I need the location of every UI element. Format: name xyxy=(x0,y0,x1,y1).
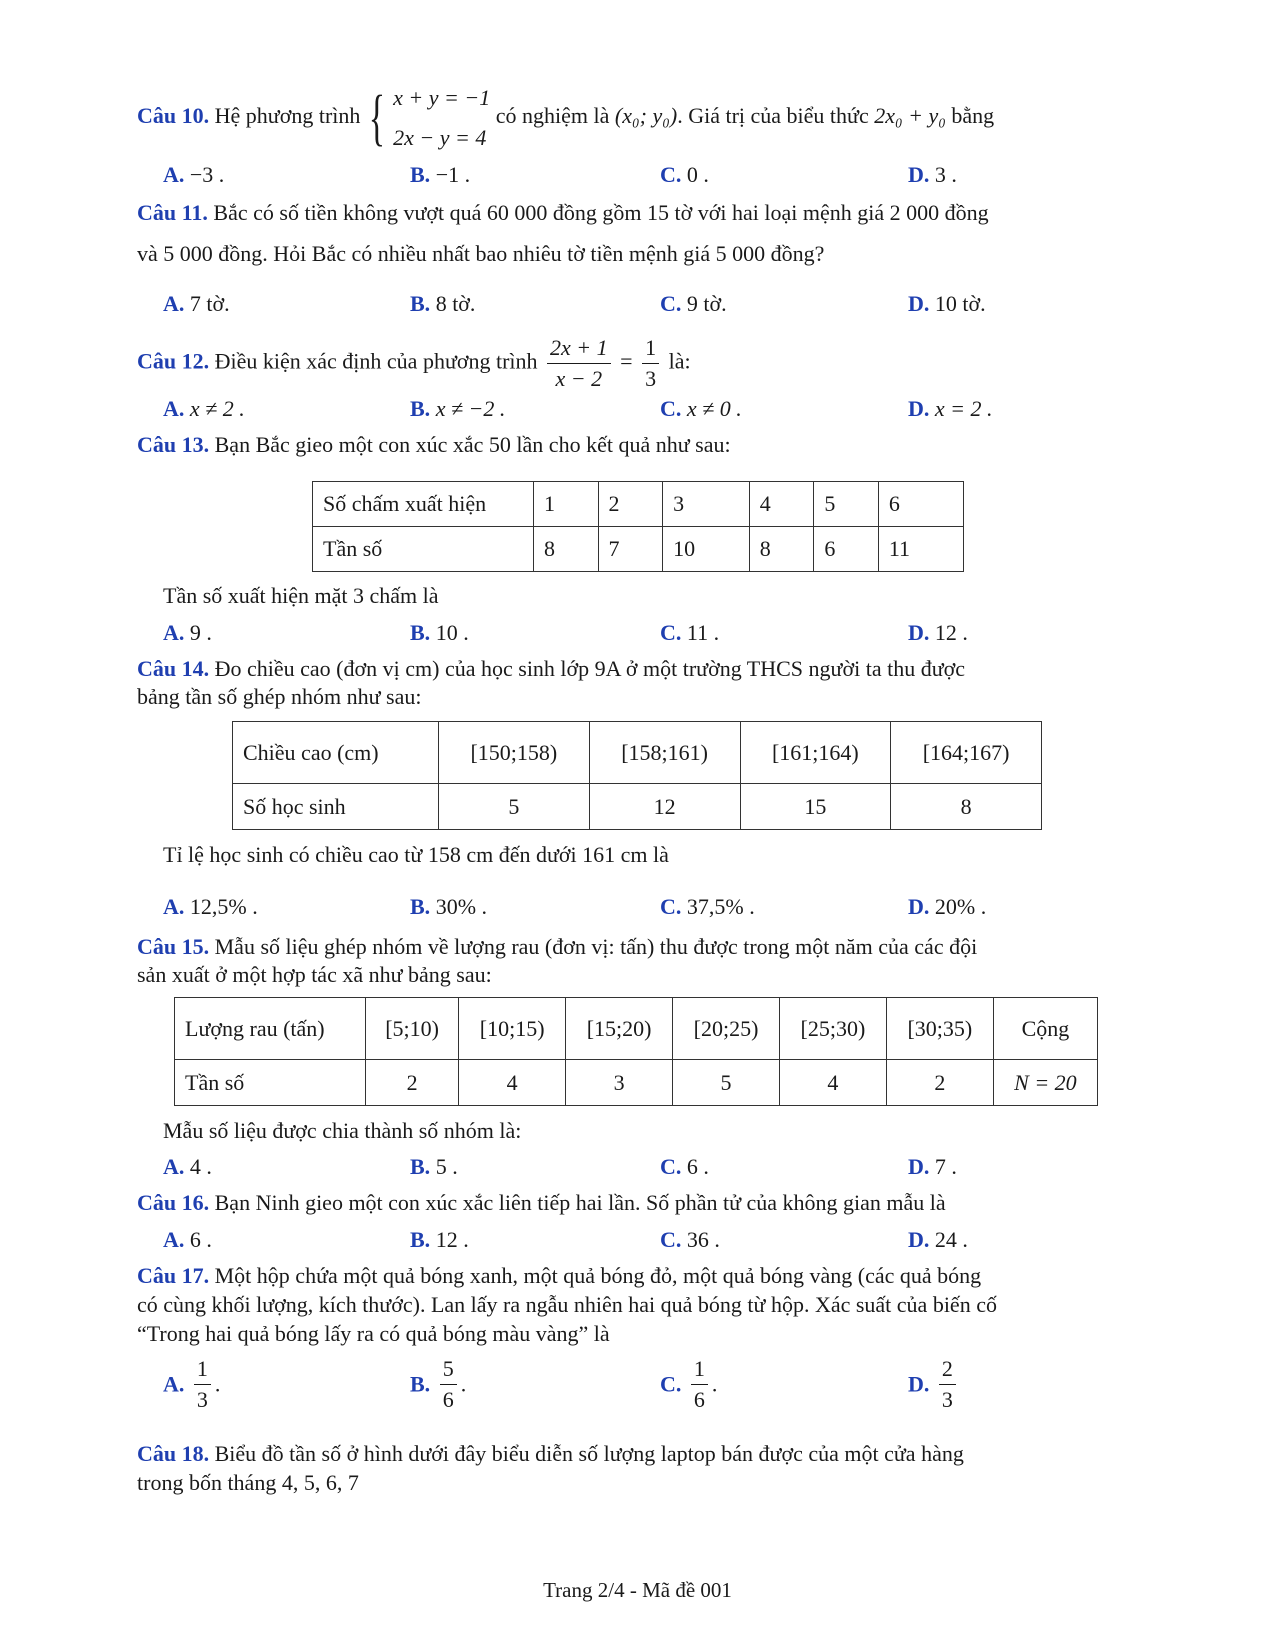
option-b[interactable] xyxy=(410,894,487,920)
table-cell: [10;15) xyxy=(459,998,566,1060)
table-cell: 7 xyxy=(598,527,663,572)
question-15 xyxy=(137,934,977,960)
question-text: Bạn Ninh gieo một con xúc xắc liên tiếp hai lần. Số phần tử của không gian mẫu là xyxy=(214,1190,946,1215)
fraction xyxy=(547,333,611,394)
question-12 xyxy=(137,333,691,394)
question-text: có nghiệm là xyxy=(495,103,610,129)
option-value: x ≠ 2 . xyxy=(189,396,245,421)
option-label: A. xyxy=(163,620,185,645)
option-d[interactable] xyxy=(908,894,986,920)
option-value: 8 tờ. xyxy=(435,291,476,316)
option-label: C. xyxy=(660,1227,682,1252)
equation-1: x + y = −1 xyxy=(393,85,491,110)
option-value: 0 . xyxy=(686,162,709,187)
option-value: 12 . xyxy=(934,620,968,645)
question-text: Bạn Bắc gieo một con xúc xắc 50 lần cho kết quả như sau: xyxy=(214,432,731,457)
question-13 xyxy=(137,432,731,458)
option-d[interactable] xyxy=(908,1227,968,1253)
question-11-line2: và 5 000 đồng. Hỏi Bắc có nhiều nhất bao nhiêu tờ tiền mệnh giá 5 000 đồng? xyxy=(137,241,825,266)
question-text: Điều kiện xác định của phương trình xyxy=(214,348,538,374)
table-cell: [164;167) xyxy=(891,722,1042,784)
option-label: C. xyxy=(660,620,682,645)
option-label: C. xyxy=(660,1371,682,1397)
option-label: A. xyxy=(163,894,185,919)
table-cell: 5 xyxy=(673,1060,780,1106)
option-label: B. xyxy=(410,291,431,316)
option-b[interactable] xyxy=(410,620,469,646)
table-cell: [25;30) xyxy=(779,998,886,1060)
equation-system xyxy=(393,78,490,158)
option-label: D. xyxy=(908,894,930,919)
table-cell: 2 xyxy=(366,1060,459,1106)
option-label: B. xyxy=(410,1154,431,1179)
table-cell: 15 xyxy=(740,784,891,830)
table-cell: Cộng xyxy=(993,998,1097,1060)
table-cell: 4 xyxy=(459,1060,566,1106)
page-footer: Trang 2/4 - Mã đề 001 xyxy=(543,1578,732,1602)
solution-expr: (x₀; y₀) xyxy=(614,103,678,129)
option-a[interactable] xyxy=(163,1354,220,1415)
question-18-line2: trong bốn tháng 4, 5, 6, 7 xyxy=(137,1470,359,1495)
option-b[interactable] xyxy=(410,1227,469,1253)
question-label: Câu 17. xyxy=(137,1263,210,1288)
option-value: 10 . xyxy=(435,620,469,645)
table-cell: 12 xyxy=(589,784,740,830)
denominator: 6 xyxy=(442,1387,454,1412)
question-17 xyxy=(137,1263,981,1289)
table-cell: [15;20) xyxy=(566,998,673,1060)
table-cell: [20;25) xyxy=(673,998,780,1060)
table-cell: 8 xyxy=(891,784,1042,830)
table-cell: 3 xyxy=(566,1060,673,1106)
option-label: D. xyxy=(908,1371,930,1397)
option-b[interactable] xyxy=(410,396,505,422)
period: . xyxy=(214,1371,221,1397)
question-14 xyxy=(137,656,965,682)
fraction xyxy=(194,1354,211,1415)
option-a[interactable] xyxy=(163,1227,212,1253)
table-cell: 1 xyxy=(534,482,599,527)
denominator: x − 2 xyxy=(555,366,603,391)
option-value: 36 . xyxy=(686,1227,720,1252)
option-value: 10 tờ. xyxy=(934,291,986,316)
option-label: B. xyxy=(410,162,431,187)
option-label: B. xyxy=(410,620,431,645)
option-c[interactable] xyxy=(660,162,709,188)
table-header-cell: Lượng rau (tấn) xyxy=(175,998,366,1060)
option-a[interactable] xyxy=(163,620,212,646)
option-label: A. xyxy=(163,1371,185,1397)
option-c[interactable] xyxy=(660,291,727,317)
option-label: B. xyxy=(410,894,431,919)
numerator: 1 xyxy=(691,1354,708,1385)
table-cell: 2 xyxy=(598,482,663,527)
option-value: 11 . xyxy=(686,620,720,645)
option-d[interactable] xyxy=(908,620,968,646)
table-cell: [150;158) xyxy=(439,722,590,784)
table-header-cell: Chiều cao (cm) xyxy=(233,722,439,784)
option-label: A. xyxy=(163,396,185,421)
option-c[interactable] xyxy=(660,396,742,422)
fraction xyxy=(939,1354,956,1415)
option-value: −3 . xyxy=(189,162,225,187)
option-value: 6 . xyxy=(686,1154,709,1179)
option-label: D. xyxy=(908,162,930,187)
question-text: Bắc có số tiền không vượt quá 60 000 đồng gồm 15 tờ với hai loại mệnh giá 2 000 đồng xyxy=(213,200,989,225)
option-b[interactable] xyxy=(410,1154,458,1180)
fraction xyxy=(691,1354,708,1415)
table-header-cell: Tần số xyxy=(175,1060,366,1106)
question-label: Câu 14. xyxy=(137,656,210,681)
question-label: Câu 15. xyxy=(137,934,210,959)
option-label: C. xyxy=(660,894,682,919)
option-b[interactable] xyxy=(410,291,475,317)
question-label: Câu 12. xyxy=(137,348,210,374)
table-cell: 2 xyxy=(886,1060,993,1106)
option-label: B. xyxy=(410,396,431,421)
question-14-line2: bảng tần số ghép nhóm như sau: xyxy=(137,684,422,709)
system-brace: { xyxy=(368,84,385,152)
option-a[interactable] xyxy=(163,396,245,422)
option-a[interactable] xyxy=(163,291,230,317)
period: . xyxy=(711,1371,718,1397)
height-frequency-table xyxy=(232,721,1042,830)
fraction xyxy=(440,1354,457,1415)
question-16 xyxy=(137,1190,946,1216)
table-header-cell: Tần số xyxy=(313,527,534,572)
table-cell: [158;161) xyxy=(589,722,740,784)
table-cell: 5 xyxy=(814,482,879,527)
question-10 xyxy=(137,78,994,158)
table-cell: 8 xyxy=(534,527,599,572)
question-label: Câu 11. xyxy=(137,200,208,225)
table-row xyxy=(313,527,964,572)
table-cell: [5;10) xyxy=(366,998,459,1060)
numerator: 2 xyxy=(939,1354,956,1385)
denominator: 3 xyxy=(645,366,657,391)
option-value: x ≠ −2 . xyxy=(435,396,506,421)
question-18 xyxy=(137,1441,964,1467)
table-cell: 4 xyxy=(749,482,814,527)
question-text: . Giá trị của biểu thức xyxy=(677,103,869,129)
vegetable-frequency-table xyxy=(174,997,1098,1106)
option-value: 6 . xyxy=(189,1227,212,1252)
option-label: A. xyxy=(163,1154,185,1179)
option-label: C. xyxy=(660,396,682,421)
option-value: x ≠ 0 . xyxy=(686,396,742,421)
table-cell: 3 xyxy=(663,482,750,527)
option-value: 5 . xyxy=(435,1154,458,1179)
option-value: x = 2 . xyxy=(934,396,993,421)
option-value: 12 . xyxy=(435,1227,469,1252)
denominator: 3 xyxy=(196,1387,208,1412)
question-11 xyxy=(137,200,989,226)
option-c[interactable] xyxy=(660,1227,720,1253)
option-label: A. xyxy=(163,291,185,316)
table-cell: 8 xyxy=(749,527,814,572)
question-label: Câu 13. xyxy=(137,432,210,457)
question-text: Mẫu số liệu ghép nhóm về lượng rau (đơn vị: tấn) thu được trong một năm của các đội xyxy=(214,934,978,959)
option-value: 4 . xyxy=(189,1154,212,1179)
option-b[interactable] xyxy=(410,1354,466,1415)
table-row xyxy=(175,1060,1098,1106)
option-a[interactable] xyxy=(163,894,258,920)
question-17-line2: có cùng khối lượng, kích thước). Lan lấy ra ngẫu nhiên hai quả bóng từ hộp. Xác suất của biến cố xyxy=(137,1292,997,1317)
question-14-prompt: Tỉ lệ học sinh có chiều cao từ 158 cm đến dưới 161 cm là xyxy=(163,842,669,867)
question-text: Một hộp chứa một quả bóng xanh, một quả bóng đỏ, một quả bóng vàng (các quả bóng xyxy=(214,1263,982,1288)
option-label: A. xyxy=(163,162,185,187)
option-value: 24 . xyxy=(934,1227,968,1252)
option-c[interactable] xyxy=(660,1154,709,1180)
table-cell: 11 xyxy=(878,527,963,572)
option-label: C. xyxy=(660,162,682,187)
table-cell: 6 xyxy=(814,527,879,572)
numerator: 2x + 1 xyxy=(547,333,611,364)
question-text: Biểu đồ tần số ở hình dưới đây biểu diễn số lượng laptop bán được của một cửa hàng xyxy=(214,1441,964,1466)
table-cell: [30;35) xyxy=(886,998,993,1060)
option-label: C. xyxy=(660,1154,682,1179)
denominator: 6 xyxy=(693,1387,705,1412)
question-15-line2: sản xuất ở một hợp tác xã như bảng sau: xyxy=(137,962,492,987)
table-cell: 10 xyxy=(663,527,750,572)
option-c[interactable] xyxy=(660,620,719,646)
question-15-prompt: Mẫu số liệu được chia thành số nhóm là: xyxy=(163,1118,522,1143)
table-cell: N = 20 xyxy=(993,1060,1097,1106)
option-b[interactable] xyxy=(410,162,470,188)
table-row xyxy=(233,784,1042,830)
question-text: Hệ phương trình xyxy=(214,103,361,129)
denominator: 3 xyxy=(941,1387,953,1412)
option-d[interactable] xyxy=(908,162,957,188)
option-c[interactable] xyxy=(660,894,755,920)
table-cell: 6 xyxy=(878,482,963,527)
period: . xyxy=(460,1371,467,1397)
option-a[interactable] xyxy=(163,162,224,188)
option-a[interactable] xyxy=(163,1154,212,1180)
option-d[interactable] xyxy=(908,1154,957,1180)
numerator: 1 xyxy=(642,333,659,364)
option-label: D. xyxy=(908,1154,930,1179)
option-d[interactable] xyxy=(908,291,986,317)
question-text: Đo chiều cao (đơn vị cm) của học sinh lớp 9A ở một trường THCS người ta thu được xyxy=(214,656,966,681)
option-d[interactable] xyxy=(908,396,993,422)
option-label: B. xyxy=(410,1371,431,1397)
option-value: 12,5% . xyxy=(189,894,258,919)
question-text: bằng xyxy=(951,103,995,129)
table-cell: [161;164) xyxy=(740,722,891,784)
question-13-prompt: Tần số xuất hiện mặt 3 chấm là xyxy=(163,583,439,608)
option-label: A. xyxy=(163,1227,185,1252)
option-d[interactable] xyxy=(908,1354,960,1415)
option-value: 7 tờ. xyxy=(189,291,230,316)
option-value: 3 . xyxy=(934,162,957,187)
option-value: 20% . xyxy=(934,894,987,919)
fraction xyxy=(642,333,659,394)
table-header-cell: Số chấm xuất hiện xyxy=(313,482,534,527)
numerator: 5 xyxy=(440,1354,457,1385)
option-value: 9 . xyxy=(189,620,212,645)
option-label: D. xyxy=(908,1227,930,1252)
option-value: −1 . xyxy=(435,162,471,187)
option-label: C. xyxy=(660,291,682,316)
question-label: Câu 18. xyxy=(137,1441,210,1466)
option-value: 30% . xyxy=(435,894,488,919)
expression: 2x₀ + y₀ xyxy=(874,103,946,129)
option-label: D. xyxy=(908,620,930,645)
question-label: Câu 16. xyxy=(137,1190,210,1215)
table-row xyxy=(175,998,1098,1060)
equals-sign: = xyxy=(620,348,633,374)
table-cell: 5 xyxy=(439,784,590,830)
table-row xyxy=(233,722,1042,784)
option-value: 37,5% . xyxy=(686,894,755,919)
option-label: B. xyxy=(410,1227,431,1252)
table-cell: 4 xyxy=(779,1060,886,1106)
question-label: Câu 10. xyxy=(137,103,210,129)
dice-frequency-table xyxy=(312,481,964,572)
numerator: 1 xyxy=(194,1354,211,1385)
question-text: là: xyxy=(668,348,691,374)
equation-2: 2x − y = 4 xyxy=(393,125,487,150)
question-17-line3: “Trong hai quả bóng lấy ra có quả bóng màu vàng” là xyxy=(137,1321,610,1346)
option-c[interactable] xyxy=(660,1354,717,1415)
option-value: 7 . xyxy=(934,1154,957,1179)
table-header-cell: Số học sinh xyxy=(233,784,439,830)
option-label: D. xyxy=(908,291,930,316)
table-row xyxy=(313,482,964,527)
option-label: D. xyxy=(908,396,930,421)
option-value: 9 tờ. xyxy=(686,291,727,316)
